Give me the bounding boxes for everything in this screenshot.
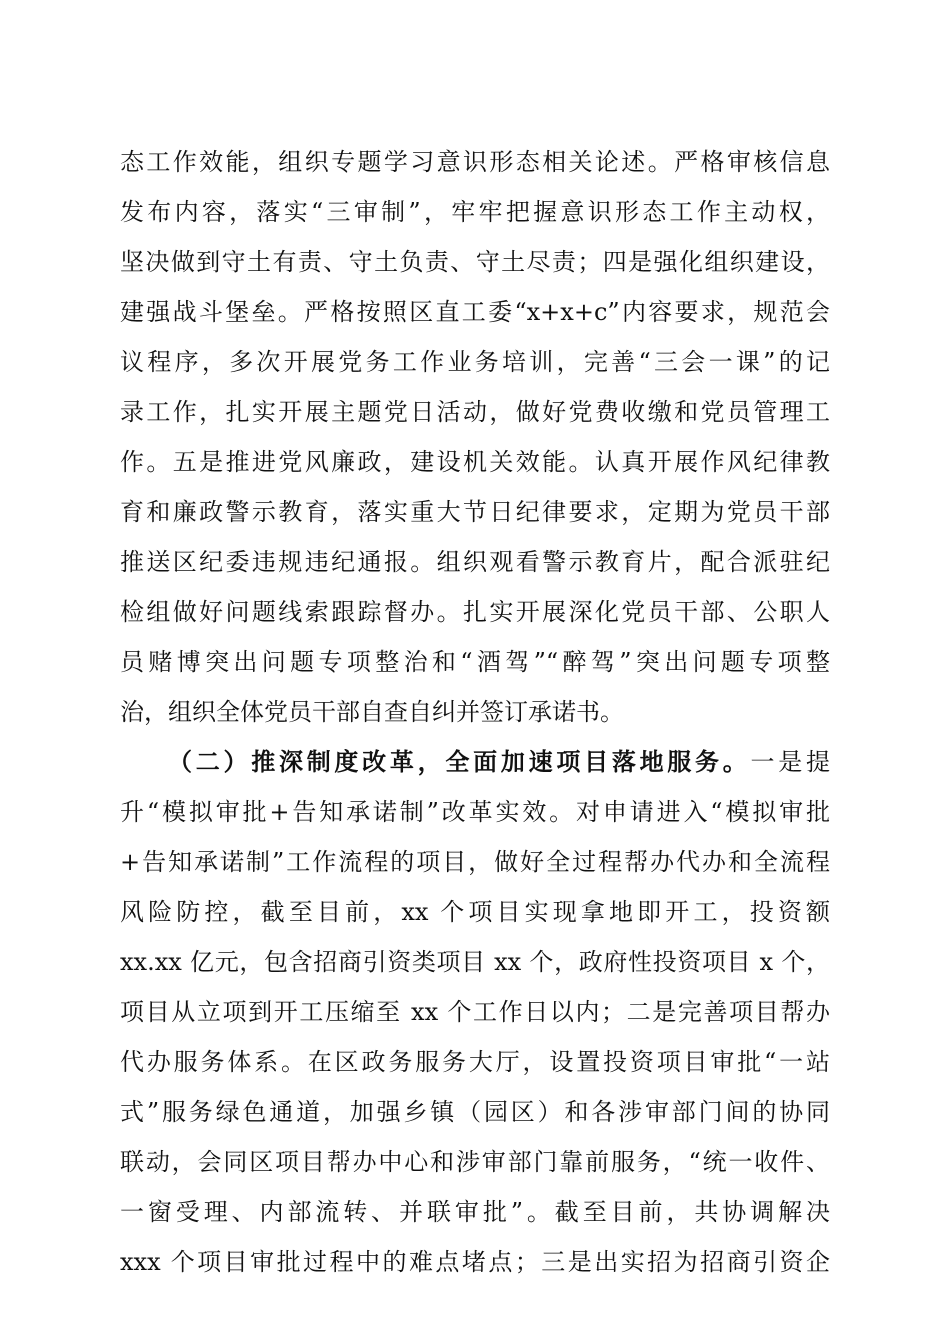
paragraph-line: 录工作，扎实开展主题党日活动，做好党费收缴和党员管理工 [120,398,830,426]
paragraph-line: 坚决做到守土有责、守土负责、守土尽责；四是强化组织建设， [120,248,830,276]
paragraph-line: 检组做好问题线索跟踪督办。扎实开展深化党员干部、公职人 [120,598,830,626]
paragraph-line: 议程序，多次开展党务工作业务培训，完善“三会一课”的记 [120,348,830,376]
paragraph-line: 发布内容，落实“三审制”，牢牢把握意识形态工作主动权， [120,198,830,226]
paragraph-line: 升“模拟审批+告知承诺制”改革实效。对申请进入“模拟审批 [120,798,830,826]
paragraph-line: 代办服务体系。在区政务服务大厅，设置投资项目审批“一站 [120,1048,830,1076]
paragraph-line: 育和廉政警示教育，落实重大节日纪律要求，定期为党员干部 [120,498,830,526]
paragraph-line: 项目从立项到开工压缩至 xx 个工作日以内；二是完善项目帮办 [120,998,830,1026]
paragraph-line: 联动，会同区项目帮办中心和涉审部门靠前服务，“统一收件、 [120,1148,830,1176]
paragraph-line: 建强战斗堡垒。严格按照区直工委“x+x+c”内容要求，规范会 [120,298,830,326]
paragraph-line: 态工作效能，组织专题学习意识形态相关论述。严格审核信息 [120,148,830,176]
paragraph-line: 治，组织全体党员干部自查自纠并签订承诺书。 [120,698,624,726]
section-heading: （二）推深制度改革，全面加速项目落地服务。 [168,747,751,776]
paragraph-line: 一窗受理、内部流转、并联审批”。截至目前，共协调解决 [120,1198,830,1226]
paragraph-line: 推送区纪委违规违纪通报。组织观看警示教育片，配合派驻纪 [120,548,830,576]
paragraph-line: xx.xx 亿元，包含招商引资类项目 xx 个，政府性投资项目 x 个， [120,948,830,976]
section-first-line-rest: 一是提 [750,748,831,776]
paragraph-line: 风险防控，截至目前，xx 个项目实现拿地即开工，投资额 [120,898,830,926]
paragraph-line: xxx 个项目审批过程中的难点堵点；三是出实招为招商引资企 [120,1248,830,1276]
paragraph-line: 作。五是推进党风廉政，建设机关效能。认真开展作风纪律教 [120,448,830,476]
paragraph-line: 式”服务绿色通道，加强乡镇（园区）和各涉审部门间的协同 [120,1098,830,1126]
section-first-line [168,742,830,782]
paragraph-line: 员赌博突出问题专项整治和“酒驾”“醉驾”突出问题专项整 [120,648,830,676]
paragraph-line: +告知承诺制”工作流程的项目，做好全过程帮办代办和全流程 [120,848,830,876]
